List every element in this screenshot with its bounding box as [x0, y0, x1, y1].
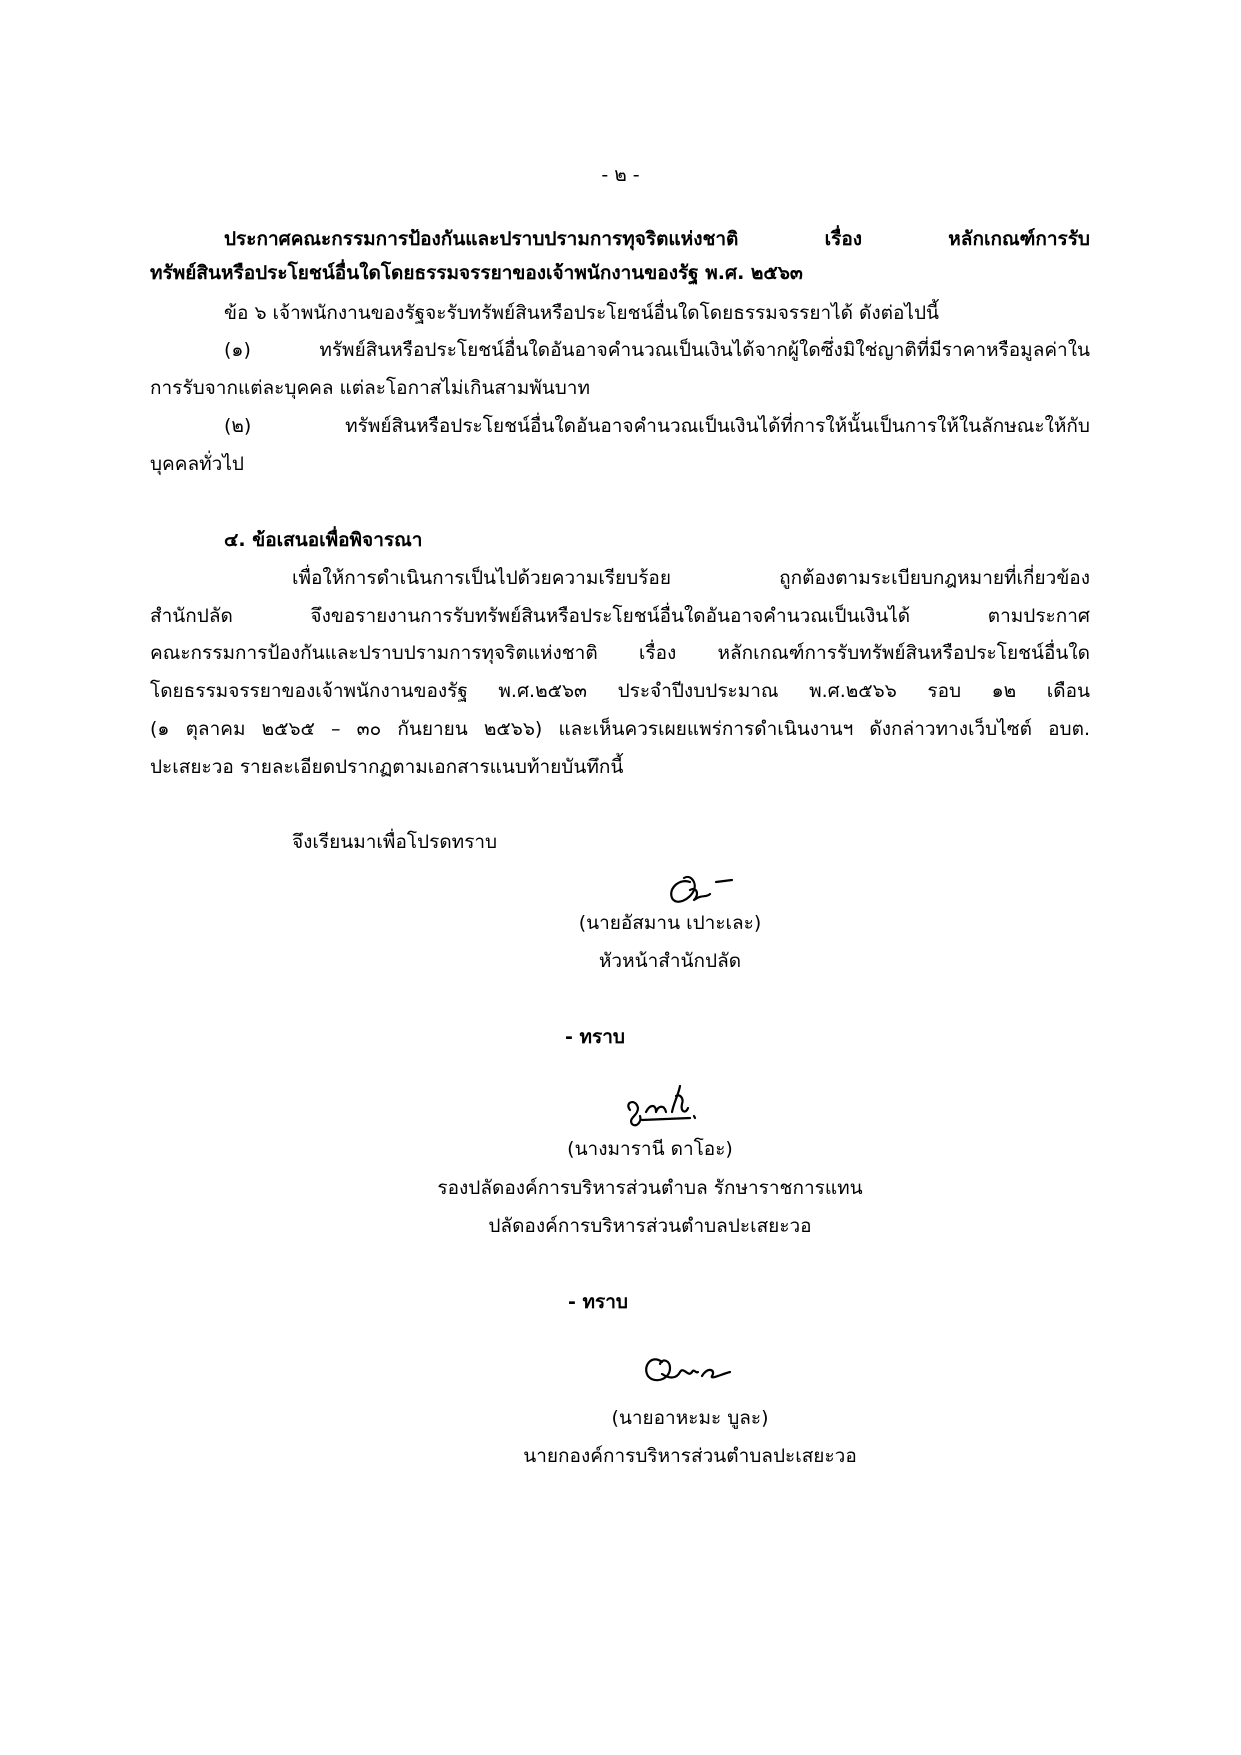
item-2-line1: (๒) ทรัพย์สินหรือประโยชน์อื่นใดอันอาจคำนวณเป็นเงินได้ที่การให้นั้นเป็นการให้ในลักษณะให้กับ: [224, 415, 1090, 437]
section-4-line3: คณะกรรมการป้องกันและปราบปรามการทุจริตแห่งชาติ เรื่อง หลักเกณฑ์การรับทรัพย์สินหรือประโยชน์อื่นใด: [150, 642, 1090, 664]
section-4-line2: สำนักปลัด จึงขอรายงานการรับทรัพย์สินหรือประโยชน์อื่นใดอันอาจคำนวณเป็นเงินได้ ตามประกาศ: [150, 605, 1090, 627]
section-4-line1: เพื่อให้การดำเนินการเป็นไปด้วยความเรียบร้อย ถูกต้องตามระเบียบกฎหมายที่เกี่ยวข้อง: [292, 567, 1090, 589]
signature-2-image: [620, 1082, 710, 1132]
signature-1-image: [660, 860, 750, 910]
section-4-line6: ปะเสยะวอ รายละเอียดปรากฏตามเอกสารแนบท้ายบันทึกนี้: [150, 756, 624, 778]
signature-2-name: (นางมารานี ดาโอะ): [567, 1138, 733, 1160]
signature-3-name: (นายอาหะมะ บูละ): [611, 1407, 769, 1429]
announcement-title-line1: ประกาศคณะกรรมการป้องกันและปราบปรามการทุจริตแห่งชาติ เรื่อง หลักเกณฑ์การรับ: [224, 228, 1090, 250]
signature-2-position-line2: ปลัดองค์การบริหารส่วนตำบลปะเสยะวอ: [488, 1215, 812, 1237]
section-4-heading: ๔. ข้อเสนอเพื่อพิจารณา: [224, 529, 423, 551]
signature-3-image: [640, 1344, 740, 1388]
signature-1-name: (นายอัสมาน เปาะเละ): [578, 912, 762, 934]
signature-1-position: หัวหน้าสำนักปลัด: [598, 950, 742, 972]
closing-text: จึงเรียนมาเพื่อโปรดทราบ: [292, 831, 498, 853]
item-1-line1: (๑) ทรัพย์สินหรือประโยชน์อื่นใดอันอาจคำนวณเป็นเงินได้จากผู้ใดซึ่งมิใช่ญาติที่มีราคาหรือมูลค่าใน: [224, 339, 1090, 361]
clause-6: ข้อ ๖ เจ้าพนักงานของรัฐจะรับทรัพย์สินหรือประโยชน์อื่นใดโดยธรรมจรรยาได้ ดังต่อไปนี้: [224, 302, 940, 324]
acknowledge-1: - ทราบ: [565, 1026, 625, 1048]
item-2-line2: บุคคลทั่วไป: [150, 453, 244, 475]
section-4-line4: โดยธรรมจรรยาของเจ้าพนักงานของรัฐ พ.ศ.๒๕๖๓ ประจำปีงบประมาณ พ.ศ.๒๕๖๖ รอบ ๑๒ เดือน: [150, 680, 1090, 702]
acknowledge-2: - ทราบ: [568, 1291, 628, 1313]
item-1-line2: การรับจากแต่ละบุคคล แต่ละโอกาสไม่เกินสามพันบาท: [150, 377, 590, 399]
announcement-title-line2: ทรัพย์สินหรือประโยชน์อื่นใดโดยธรรมจรรยาของเจ้าพนักงานของรัฐ พ.ศ. ๒๕๖๓: [150, 262, 803, 284]
signature-2-position-line1: รองปลัดองค์การบริหารส่วนตำบล รักษาราชการแทน: [437, 1177, 863, 1199]
page-number: - ๒ -: [601, 164, 640, 186]
signature-3-position: นายกองค์การบริหารส่วนตำบลปะเสยะวอ: [523, 1445, 857, 1467]
section-4-line5: (๑ ตุลาคม ๒๕๖๕ – ๓๐ กันยายน ๒๕๖๖) และเห็นควรเผยแพร่การดำเนินงานฯ ดังกล่าวทางเว็บไซต์ อบต.: [150, 718, 1090, 740]
